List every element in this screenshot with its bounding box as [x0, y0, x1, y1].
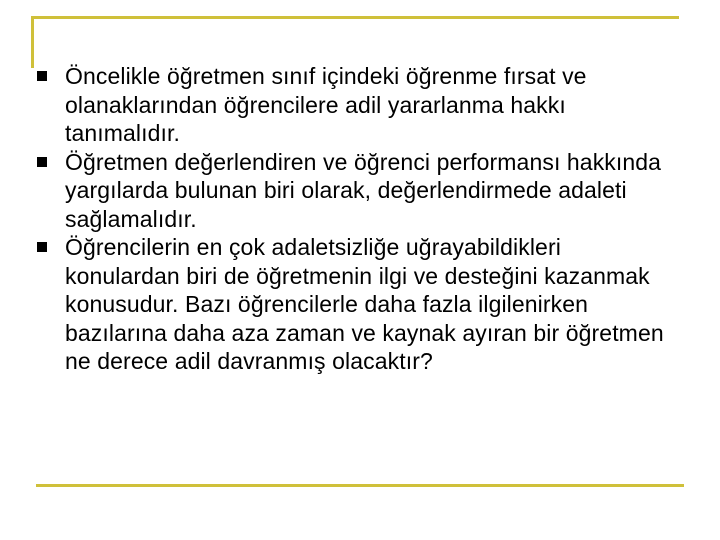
frame-left-line — [31, 16, 34, 68]
frame-top-line — [31, 16, 679, 19]
bullet-item — [37, 62, 677, 148]
bullet-item — [37, 148, 677, 234]
square-bullet-icon — [37, 157, 47, 167]
bullet-text: Öğrencilerin en çok adaletsizliğe uğrayabildikleri konulardan biri de öğretmenin ilgi ve desteğini kazanmak konusudur. Bazı öğrencilerle daha fazla ilgilenirken bazılarına daha aza zaman ve kaynak ayıran bir öğretmen ne derece adil davranmış olacaktır? — [65, 234, 664, 374]
square-bullet-icon — [37, 242, 47, 252]
bullet-item — [37, 233, 677, 376]
frame-bottom-line — [36, 484, 684, 487]
bullet-list — [37, 62, 677, 376]
bullet-text: Öncelikle öğretmen sınıf içindeki öğrenme fırsat ve olanaklarından öğrencilere adil yararlanma hakkı tanımalıdır. — [65, 63, 587, 146]
bullet-text: Öğretmen değerlendiren ve öğrenci performansı hakkında yargılarda bulunan biri olarak, değerlendirmede adaleti sağlamalıdır. — [65, 148, 662, 232]
square-bullet-icon — [37, 71, 47, 81]
